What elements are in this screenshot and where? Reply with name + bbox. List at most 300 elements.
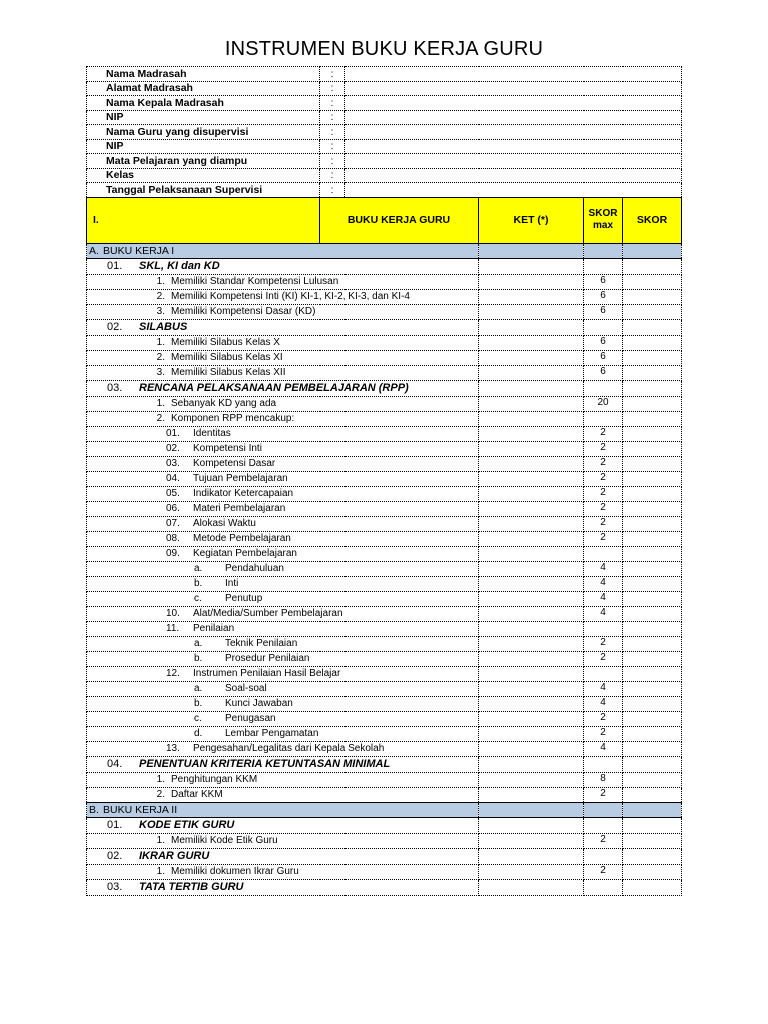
skor-cell[interactable]: [623, 651, 682, 666]
ket-cell: [479, 848, 584, 864]
item-row: [87, 471, 682, 486]
item-row: [87, 576, 682, 591]
max-cell: [584, 879, 623, 895]
item-label: [87, 681, 479, 696]
ket-cell[interactable]: [479, 486, 584, 501]
info-row: [87, 154, 682, 169]
item-row: [87, 426, 682, 441]
document-title: INSTRUMEN BUKU KERJA GURU: [224, 38, 544, 60]
max-score: 2: [584, 426, 623, 441]
skor-cell: [623, 756, 682, 772]
item-text: Memiliki Silabus Kelas X: [171, 337, 280, 348]
info-value-field[interactable]: [345, 110, 682, 125]
item-text: Daftar KKM: [171, 789, 223, 800]
item-text: Pengesahan/Legalitas dari Kepala Sekolah: [193, 743, 385, 754]
ket-cell[interactable]: [479, 441, 584, 456]
skor-cell[interactable]: [623, 426, 682, 441]
item-text: Pendahuluan: [225, 563, 284, 574]
item-row: [87, 531, 682, 546]
max-score: [584, 621, 623, 636]
subsection-row: [87, 380, 682, 396]
max-score: 6: [584, 304, 623, 319]
ket-cell[interactable]: [479, 576, 584, 591]
item-row: [87, 636, 682, 651]
subsection-label: [87, 848, 479, 864]
info-label: Nama Kepala Madrasah: [87, 96, 320, 111]
header-skor: SKOR: [623, 197, 682, 243]
skor-cell[interactable]: [623, 289, 682, 304]
ket-cell[interactable]: [479, 666, 584, 681]
item-number: 13.: [166, 743, 180, 754]
skor-cell[interactable]: [623, 456, 682, 471]
skor-cell[interactable]: [623, 486, 682, 501]
skor-cell: [623, 380, 682, 396]
item-label: [87, 561, 479, 576]
item-text: Kompetensi Inti: [193, 443, 262, 454]
skor-cell[interactable]: [623, 411, 682, 426]
item-label: [87, 335, 479, 350]
info-label: Tanggal Pelaksanaan Supervisi: [87, 183, 320, 198]
item-number: 2.: [156, 291, 165, 302]
item-number: c.: [194, 593, 202, 604]
subsection-row: [87, 879, 682, 895]
ket-cell[interactable]: [479, 591, 584, 606]
skor-cell[interactable]: [623, 864, 682, 879]
skor-cell[interactable]: [623, 531, 682, 546]
ket-cell[interactable]: [479, 772, 584, 787]
item-label: [87, 411, 479, 426]
skor-cell[interactable]: [623, 711, 682, 726]
ket-cell[interactable]: [479, 426, 584, 441]
max-score: 4: [584, 591, 623, 606]
subsection-label: [87, 817, 479, 833]
item-row: [87, 501, 682, 516]
item-number: d.: [194, 728, 203, 739]
header-ket: KET (*): [479, 197, 584, 243]
item-label: [87, 833, 479, 848]
ket-cell[interactable]: [479, 741, 584, 756]
skor-cell: [623, 879, 682, 895]
item-row: [87, 561, 682, 576]
item-label: [87, 396, 479, 411]
item-text: Sebanyak KD yang ada: [171, 398, 277, 409]
subsection-title: IKRAR GURU: [139, 850, 210, 862]
info-row: [87, 168, 682, 183]
item-number: 1.: [156, 866, 165, 877]
item-label: [87, 711, 479, 726]
item-row: [87, 787, 682, 802]
item-label: [87, 772, 479, 787]
item-label: [87, 441, 479, 456]
max-score: 2: [584, 531, 623, 546]
ket-cell[interactable]: [479, 274, 584, 289]
item-number: 12.: [166, 668, 180, 679]
item-row: [87, 516, 682, 531]
item-row: [87, 833, 682, 848]
ket-cell: [479, 319, 584, 335]
item-text: Penilaian: [193, 623, 235, 634]
skor-cell[interactable]: [623, 471, 682, 486]
subsection-label: [87, 319, 479, 335]
max-score: 4: [584, 696, 623, 711]
skor-cell[interactable]: [623, 274, 682, 289]
info-value-field[interactable]: [345, 67, 682, 82]
item-row: [87, 411, 682, 426]
skor-cell: [623, 319, 682, 335]
item-number: 08.: [166, 533, 180, 544]
item-number: b.: [194, 653, 203, 664]
item-label: [87, 350, 479, 365]
item-label: [87, 516, 479, 531]
item-row: [87, 651, 682, 666]
item-label: [87, 726, 479, 741]
header-title: BUKU KERJA GURU: [320, 197, 479, 243]
item-text: Metode Pembelajaran: [193, 533, 291, 544]
item-text: Memiliki Silabus Kelas XII: [171, 367, 286, 378]
item-number: 1.: [156, 835, 165, 846]
item-text: Lembar Pengamatan: [225, 728, 319, 739]
info-label: Mata Pelajaran yang diampu: [87, 154, 320, 169]
ket-cell[interactable]: [479, 726, 584, 741]
max-score: 8: [584, 772, 623, 787]
item-row: [87, 711, 682, 726]
subsection-title: PENENTUAN KRITERIA KETUNTASAN MINIMAL: [139, 758, 391, 770]
item-label: [87, 606, 479, 621]
max-score: 2: [584, 636, 623, 651]
item-text: Memiliki dokumen Ikrar Guru: [171, 866, 299, 877]
info-label: NIP: [87, 110, 320, 125]
skor-cell[interactable]: [623, 606, 682, 621]
item-number: 1.: [156, 337, 165, 348]
skor-cell[interactable]: [623, 350, 682, 365]
item-number: 04.: [166, 473, 180, 484]
subsection-label: [87, 380, 479, 396]
item-text: Memiliki Kode Etik Guru: [171, 835, 278, 846]
subsection-title: SKL, KI dan KD: [139, 260, 220, 272]
item-text: Teknik Penilaian: [225, 638, 298, 649]
ket-cell: [479, 879, 584, 895]
item-text: Penutup: [225, 593, 263, 604]
ket-cell[interactable]: [479, 304, 584, 319]
skor-cell[interactable]: [623, 741, 682, 756]
item-row: [87, 606, 682, 621]
item-row: [87, 289, 682, 304]
item-text: Indikator Ketercapaian: [193, 488, 294, 499]
ket-cell[interactable]: [479, 335, 584, 350]
ket-cell[interactable]: [479, 711, 584, 726]
max-cell: [584, 319, 623, 335]
item-text: Soal-soal: [225, 683, 267, 694]
section-label: [87, 243, 479, 258]
item-label: [87, 696, 479, 711]
item-row: [87, 666, 682, 681]
subsection-number: 04.: [107, 758, 123, 770]
info-colon: :: [320, 125, 345, 140]
item-row: [87, 546, 682, 561]
item-number: 06.: [166, 503, 180, 514]
max-score: 2: [584, 441, 623, 456]
item-number: b.: [194, 578, 203, 589]
ket-cell[interactable]: [479, 606, 584, 621]
ket-cell: [479, 258, 584, 274]
info-value-field[interactable]: [345, 154, 682, 169]
item-row: [87, 591, 682, 606]
max-score: 4: [584, 561, 623, 576]
max-score: 2: [584, 726, 623, 741]
skor-cell[interactable]: [623, 666, 682, 681]
ket-cell[interactable]: [479, 636, 584, 651]
max-score: 4: [584, 606, 623, 621]
skor-cell[interactable]: [623, 696, 682, 711]
skor-cell[interactable]: [623, 726, 682, 741]
item-label: [87, 426, 479, 441]
ket-cell[interactable]: [479, 289, 584, 304]
item-row: [87, 441, 682, 456]
item-number: 1.: [156, 276, 165, 287]
subsection-title: TATA TERTIB GURU: [139, 881, 244, 893]
header-skor-max: SKOR max: [584, 197, 623, 243]
item-number: b.: [194, 698, 203, 709]
info-colon: :: [320, 183, 345, 198]
ket-cell[interactable]: [479, 561, 584, 576]
max-score: 2: [584, 711, 623, 726]
skor-cell: [623, 802, 682, 817]
info-label: NIP: [87, 139, 320, 154]
section-number: B.: [89, 803, 99, 816]
item-text: Materi Pembelajaran: [193, 503, 286, 514]
item-label: [87, 666, 479, 681]
max-score: 2: [584, 471, 623, 486]
subsection-label: [87, 756, 479, 772]
max-score: 2: [584, 516, 623, 531]
info-value-field[interactable]: [345, 168, 682, 183]
item-label: [87, 741, 479, 756]
info-value-field[interactable]: [345, 139, 682, 154]
info-label: Nama Guru yang disupervisi: [87, 125, 320, 140]
skor-cell[interactable]: [623, 787, 682, 802]
max-score: 6: [584, 365, 623, 380]
item-text: Penugasan: [225, 713, 276, 724]
subsection-row: [87, 848, 682, 864]
max-score: 6: [584, 274, 623, 289]
item-label: [87, 787, 479, 802]
item-number: 2.: [156, 789, 165, 800]
item-label: [87, 636, 479, 651]
info-row: [87, 67, 682, 82]
skor-cell[interactable]: [623, 365, 682, 380]
item-label: [87, 501, 479, 516]
skor-cell: [623, 258, 682, 274]
subsection-number: 02.: [107, 321, 123, 333]
item-row: [87, 304, 682, 319]
item-row: [87, 365, 682, 380]
item-label: [87, 621, 479, 636]
item-number: 11.: [166, 623, 180, 634]
info-value-field[interactable]: [345, 96, 682, 111]
ket-cell[interactable]: [479, 456, 584, 471]
ket-cell[interactable]: [479, 531, 584, 546]
skor-cell[interactable]: [623, 501, 682, 516]
item-label: [87, 651, 479, 666]
ket-cell[interactable]: [479, 396, 584, 411]
item-text: Memiliki Kompetensi Dasar (KD): [171, 306, 316, 317]
info-row: [87, 125, 682, 140]
info-value-field[interactable]: [345, 81, 682, 96]
max-score: 6: [584, 350, 623, 365]
info-colon: :: [320, 110, 345, 125]
max-score: 6: [584, 289, 623, 304]
ket-cell[interactable]: [479, 546, 584, 561]
skor-cell[interactable]: [623, 441, 682, 456]
item-label: [87, 864, 479, 879]
item-number: 09.: [166, 548, 180, 559]
subsection-label: [87, 879, 479, 895]
ket-cell[interactable]: [479, 864, 584, 879]
item-text: Kompetensi Dasar: [193, 458, 276, 469]
item-row: [87, 274, 682, 289]
ket-cell[interactable]: [479, 365, 584, 380]
subsection-title: SILABUS: [139, 321, 188, 333]
ket-cell[interactable]: [479, 681, 584, 696]
subsection-number: 01.: [107, 819, 123, 831]
skor-cell: [623, 817, 682, 833]
ket-cell: [479, 243, 584, 258]
subsection-row: [87, 319, 682, 335]
max-score: 6: [584, 335, 623, 350]
subsection-title: KODE ETIK GURU: [139, 819, 235, 831]
instrument-table: [86, 66, 682, 896]
info-section: [87, 67, 682, 198]
item-number: 3.: [156, 306, 165, 317]
skor-cell[interactable]: [623, 304, 682, 319]
item-text: Prosedur Penilaian: [225, 653, 310, 664]
skor-cell[interactable]: [623, 546, 682, 561]
info-row: [87, 139, 682, 154]
info-row: [87, 183, 682, 198]
max-cell: [584, 380, 623, 396]
item-text: Alat/Media/Sumber Pembelajaran: [193, 608, 343, 619]
info-colon: :: [320, 67, 345, 82]
item-row: [87, 335, 682, 350]
item-label: [87, 591, 479, 606]
item-label: [87, 471, 479, 486]
skor-cell[interactable]: [623, 681, 682, 696]
max-score: 2: [584, 651, 623, 666]
item-label: [87, 274, 479, 289]
item-row: [87, 681, 682, 696]
item-number: a.: [194, 683, 203, 694]
item-text: Komponen RPP mencakup:: [171, 413, 295, 424]
item-number: 01.: [166, 428, 180, 439]
section-title: BUKU KERJA II: [103, 803, 178, 816]
skor-cell[interactable]: [623, 576, 682, 591]
max-cell: [584, 243, 623, 258]
max-cell: [584, 848, 623, 864]
item-text: Memiliki Silabus Kelas XI: [171, 352, 283, 363]
max-score: 4: [584, 576, 623, 591]
item-number: 05.: [166, 488, 180, 499]
info-colon: :: [320, 81, 345, 96]
ket-cell[interactable]: [479, 350, 584, 365]
item-row: [87, 486, 682, 501]
subsection-number: 03.: [107, 382, 123, 394]
ket-cell[interactable]: [479, 833, 584, 848]
ket-cell[interactable]: [479, 621, 584, 636]
skor-cell[interactable]: [623, 561, 682, 576]
item-row: [87, 396, 682, 411]
table-header-row: [87, 197, 682, 243]
item-text: Alokasi Waktu: [193, 518, 256, 529]
max-score: 2: [584, 456, 623, 471]
item-number: a.: [194, 563, 203, 574]
item-row: [87, 864, 682, 879]
item-number: 10.: [166, 608, 180, 619]
skor-cell[interactable]: [623, 621, 682, 636]
item-text: Memiliki Standar Kompetensi Lulusan: [171, 276, 339, 287]
item-row: [87, 350, 682, 365]
ket-cell[interactable]: [479, 696, 584, 711]
info-colon: :: [320, 168, 345, 183]
subsection-number: 03.: [107, 881, 123, 893]
subsection-number: 01.: [107, 260, 123, 272]
skor-cell[interactable]: [623, 335, 682, 350]
ket-cell: [479, 817, 584, 833]
skor-cell[interactable]: [623, 591, 682, 606]
ket-cell[interactable]: [479, 471, 584, 486]
info-colon: :: [320, 96, 345, 111]
skor-cell[interactable]: [623, 636, 682, 651]
info-value-field[interactable]: [345, 125, 682, 140]
info-label: Kelas: [87, 168, 320, 183]
ket-cell: [479, 756, 584, 772]
skor-cell[interactable]: [623, 772, 682, 787]
skor-cell[interactable]: [623, 833, 682, 848]
item-number: 2.: [156, 413, 165, 424]
ket-cell: [479, 802, 584, 817]
header-num: I.: [87, 197, 320, 243]
subsection-label: [87, 258, 479, 274]
ket-cell[interactable]: [479, 501, 584, 516]
ket-cell[interactable]: [479, 651, 584, 666]
item-label: [87, 365, 479, 380]
max-score: [584, 411, 623, 426]
section-title: BUKU KERJA I: [103, 244, 175, 257]
max-score: 4: [584, 741, 623, 756]
max-score: 4: [584, 681, 623, 696]
section-row: [87, 802, 682, 817]
max-score: [584, 666, 623, 681]
item-number: 07.: [166, 518, 180, 529]
max-cell: [584, 756, 623, 772]
ket-cell[interactable]: [479, 516, 584, 531]
info-value-field[interactable]: [345, 183, 682, 198]
ket-cell[interactable]: [479, 411, 584, 426]
item-row: [87, 621, 682, 636]
item-label: [87, 576, 479, 591]
max-score: 2: [584, 486, 623, 501]
item-number: a.: [194, 638, 203, 649]
ket-cell[interactable]: [479, 787, 584, 802]
item-row: [87, 741, 682, 756]
max-score: 2: [584, 864, 623, 879]
skor-cell[interactable]: [623, 396, 682, 411]
item-row: [87, 772, 682, 787]
item-text: Kunci Jawaban: [225, 698, 293, 709]
item-text: Instrumen Penilaian Hasil Belajar: [193, 668, 341, 679]
item-label: [87, 289, 479, 304]
skor-cell[interactable]: [623, 516, 682, 531]
skor-cell: [623, 243, 682, 258]
